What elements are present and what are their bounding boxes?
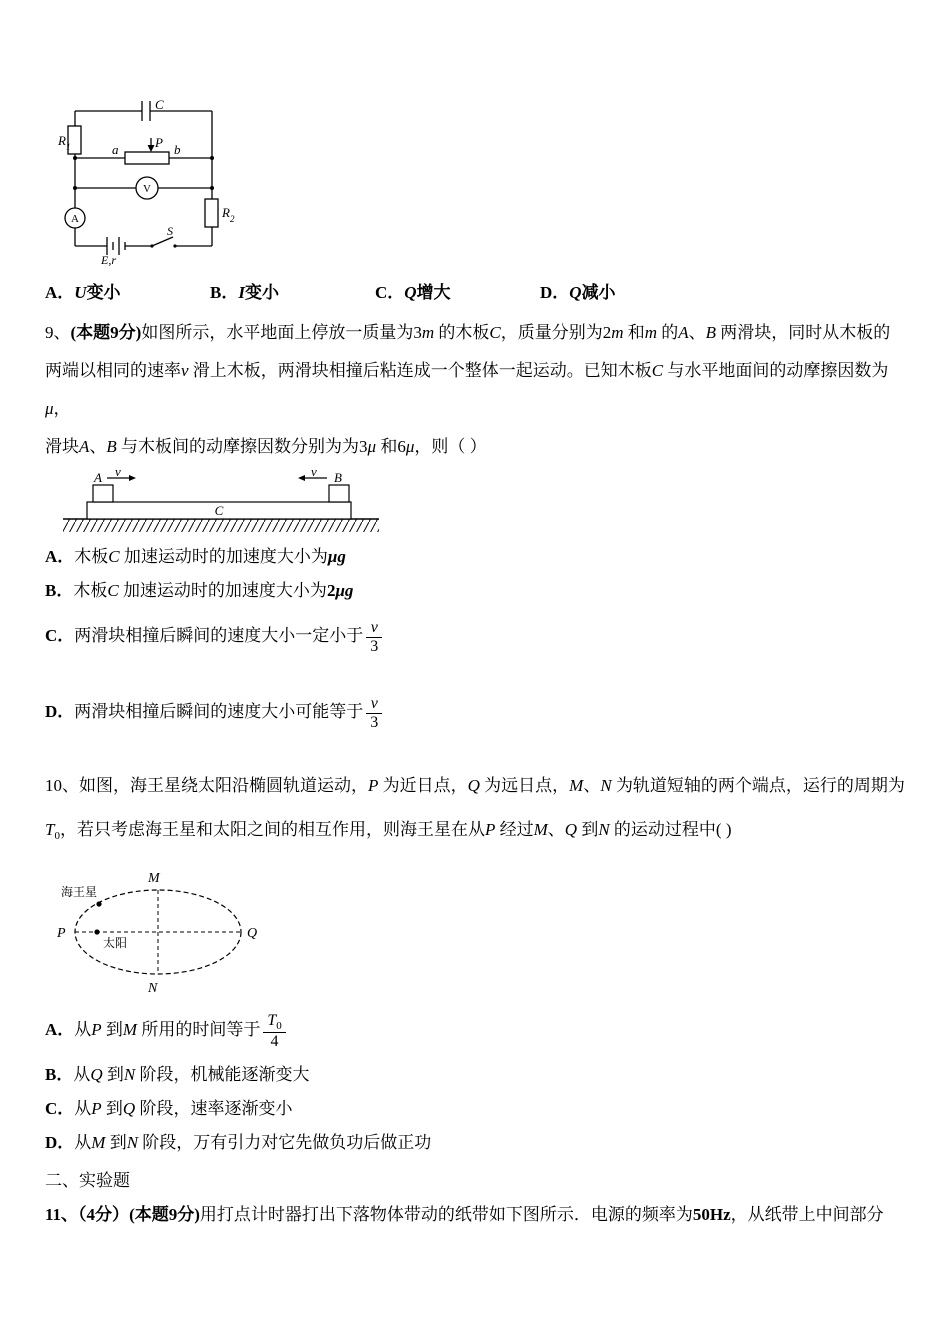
q8-circuit-figure xyxy=(57,96,905,266)
resistor-r2-label: R xyxy=(222,205,230,220)
point-m-label: M xyxy=(148,871,160,886)
q11-stem: 11、（4分）(本题9分)用打点计时器打出下落物体带动的纸带如下图所示．电源的频率为50Hz，从纸带上中间部分 xyxy=(45,1205,884,1224)
point-q-label: Q xyxy=(247,926,258,941)
resistor-r1-label: R xyxy=(58,133,66,148)
q9-option-a: A．木板C 加速运动时的加速度大小为μg xyxy=(45,547,346,566)
board-c-label: C xyxy=(214,503,224,518)
ground-hatching xyxy=(63,519,379,532)
neptune-label: 海王星 xyxy=(61,885,98,899)
rheostat-p-label: P xyxy=(155,135,163,150)
switch-label: S xyxy=(167,224,173,238)
velocity-a-label: v xyxy=(115,470,121,479)
q9-stem xyxy=(45,314,905,466)
q8-option-b: B．I变小 xyxy=(210,283,279,302)
q10-figure xyxy=(53,862,905,1002)
q8-option-a: A．U变小 xyxy=(45,283,121,302)
capacitor-label: C xyxy=(155,97,164,112)
q8-option-d: D．Q减小 xyxy=(540,283,616,302)
q10-option-c: C．从P 到Q 阶段，速率逐渐变小 xyxy=(45,1099,293,1118)
switch-icon xyxy=(152,237,173,246)
orbit-svg xyxy=(53,862,265,1002)
q9-option-b: B．木板C 加速运动时的加速度大小为2μg xyxy=(45,581,354,600)
velocity-arrowhead-b xyxy=(298,475,305,481)
q9-option-d: D．两滑块相撞后瞬间的速度大小可能等于 $\frac{v}{3}$ xyxy=(45,684,905,740)
rheostat-a-label: a xyxy=(112,142,119,157)
voltmeter-label: V xyxy=(143,183,151,195)
block-b-label: B xyxy=(334,470,342,485)
q10-stem-line-1: 10、如图，海王星绕太阳沿椭圆轨道运动，P 为近日点，Q 为远日点，M、N 为轨道短轴的两个端点，运行的周期为 xyxy=(45,776,905,795)
rheostat-b-label: b xyxy=(174,142,181,157)
point-n-label: N xyxy=(148,981,158,996)
capacitor-icon xyxy=(142,101,150,121)
ammeter-label: A xyxy=(71,213,79,225)
q10-option-b: B．从Q 到N 阶段，机械能逐渐变大 xyxy=(45,1065,310,1084)
battery-label: E,r xyxy=(101,253,116,266)
rheostat-box xyxy=(125,152,169,164)
q10-option-a: A．从P 到M 所用的时间等于 $\frac{T_0}{4}$ xyxy=(45,1002,905,1058)
q10-stem-line-2: $T_0$，若只考虑海王星和太阳之间的相互作用，则海王星在从P 经过M、Q 到N 的运动过程中( ) xyxy=(45,820,732,842)
block-a-label: A xyxy=(94,470,102,485)
blocks-svg xyxy=(61,470,381,536)
sun-dot xyxy=(94,929,99,934)
q10-stem xyxy=(45,764,905,858)
sun-label: 太阳 xyxy=(103,936,128,950)
resistor-r2-sub: 2 xyxy=(230,214,235,224)
q9-stem-line-3: 滑块A、B 与木板间的动摩擦因数分别为为3μ 和6μ，则（ ） xyxy=(45,437,487,456)
velocity-b-label: v xyxy=(311,470,317,479)
neptune-dot xyxy=(96,901,101,906)
q9-stem-line-1: 9、(本题9分)如图所示，水平地面上停放一质量为3m 的木板C，质量分别为2m 和m 的A、B 两滑块，同时从木板的 xyxy=(45,323,891,342)
resistor-r2-icon xyxy=(205,199,218,227)
q9-stem-line-2: 两端以相同的速率v 滑上木板，两滑块相撞后粘连成一个整体一起运动。已知木板C 与水平地面间的动摩擦因数为μ， xyxy=(45,361,889,418)
point-p-label: P xyxy=(57,926,66,941)
q10-option-d: D．从M 到N 阶段，万有引力对它先做负功后做正功 xyxy=(45,1133,432,1152)
q9-figure xyxy=(61,470,905,536)
slider-arrowhead xyxy=(148,145,155,152)
section-2-title: 二、实验题 xyxy=(45,1171,130,1190)
q8-options-row xyxy=(45,280,905,306)
resistor-r1-sub: 1 xyxy=(66,142,71,152)
block-b xyxy=(329,485,349,502)
circuit-svg xyxy=(57,96,269,266)
q9-option-c: C．两滑块相撞后瞬间的速度大小一定小于 $\frac{v}{3}$ xyxy=(45,608,905,664)
block-a xyxy=(93,485,113,502)
junction-dots xyxy=(73,156,214,248)
q8-option-c: C．Q增大 xyxy=(375,283,451,302)
velocity-arrowhead-a xyxy=(129,475,136,481)
